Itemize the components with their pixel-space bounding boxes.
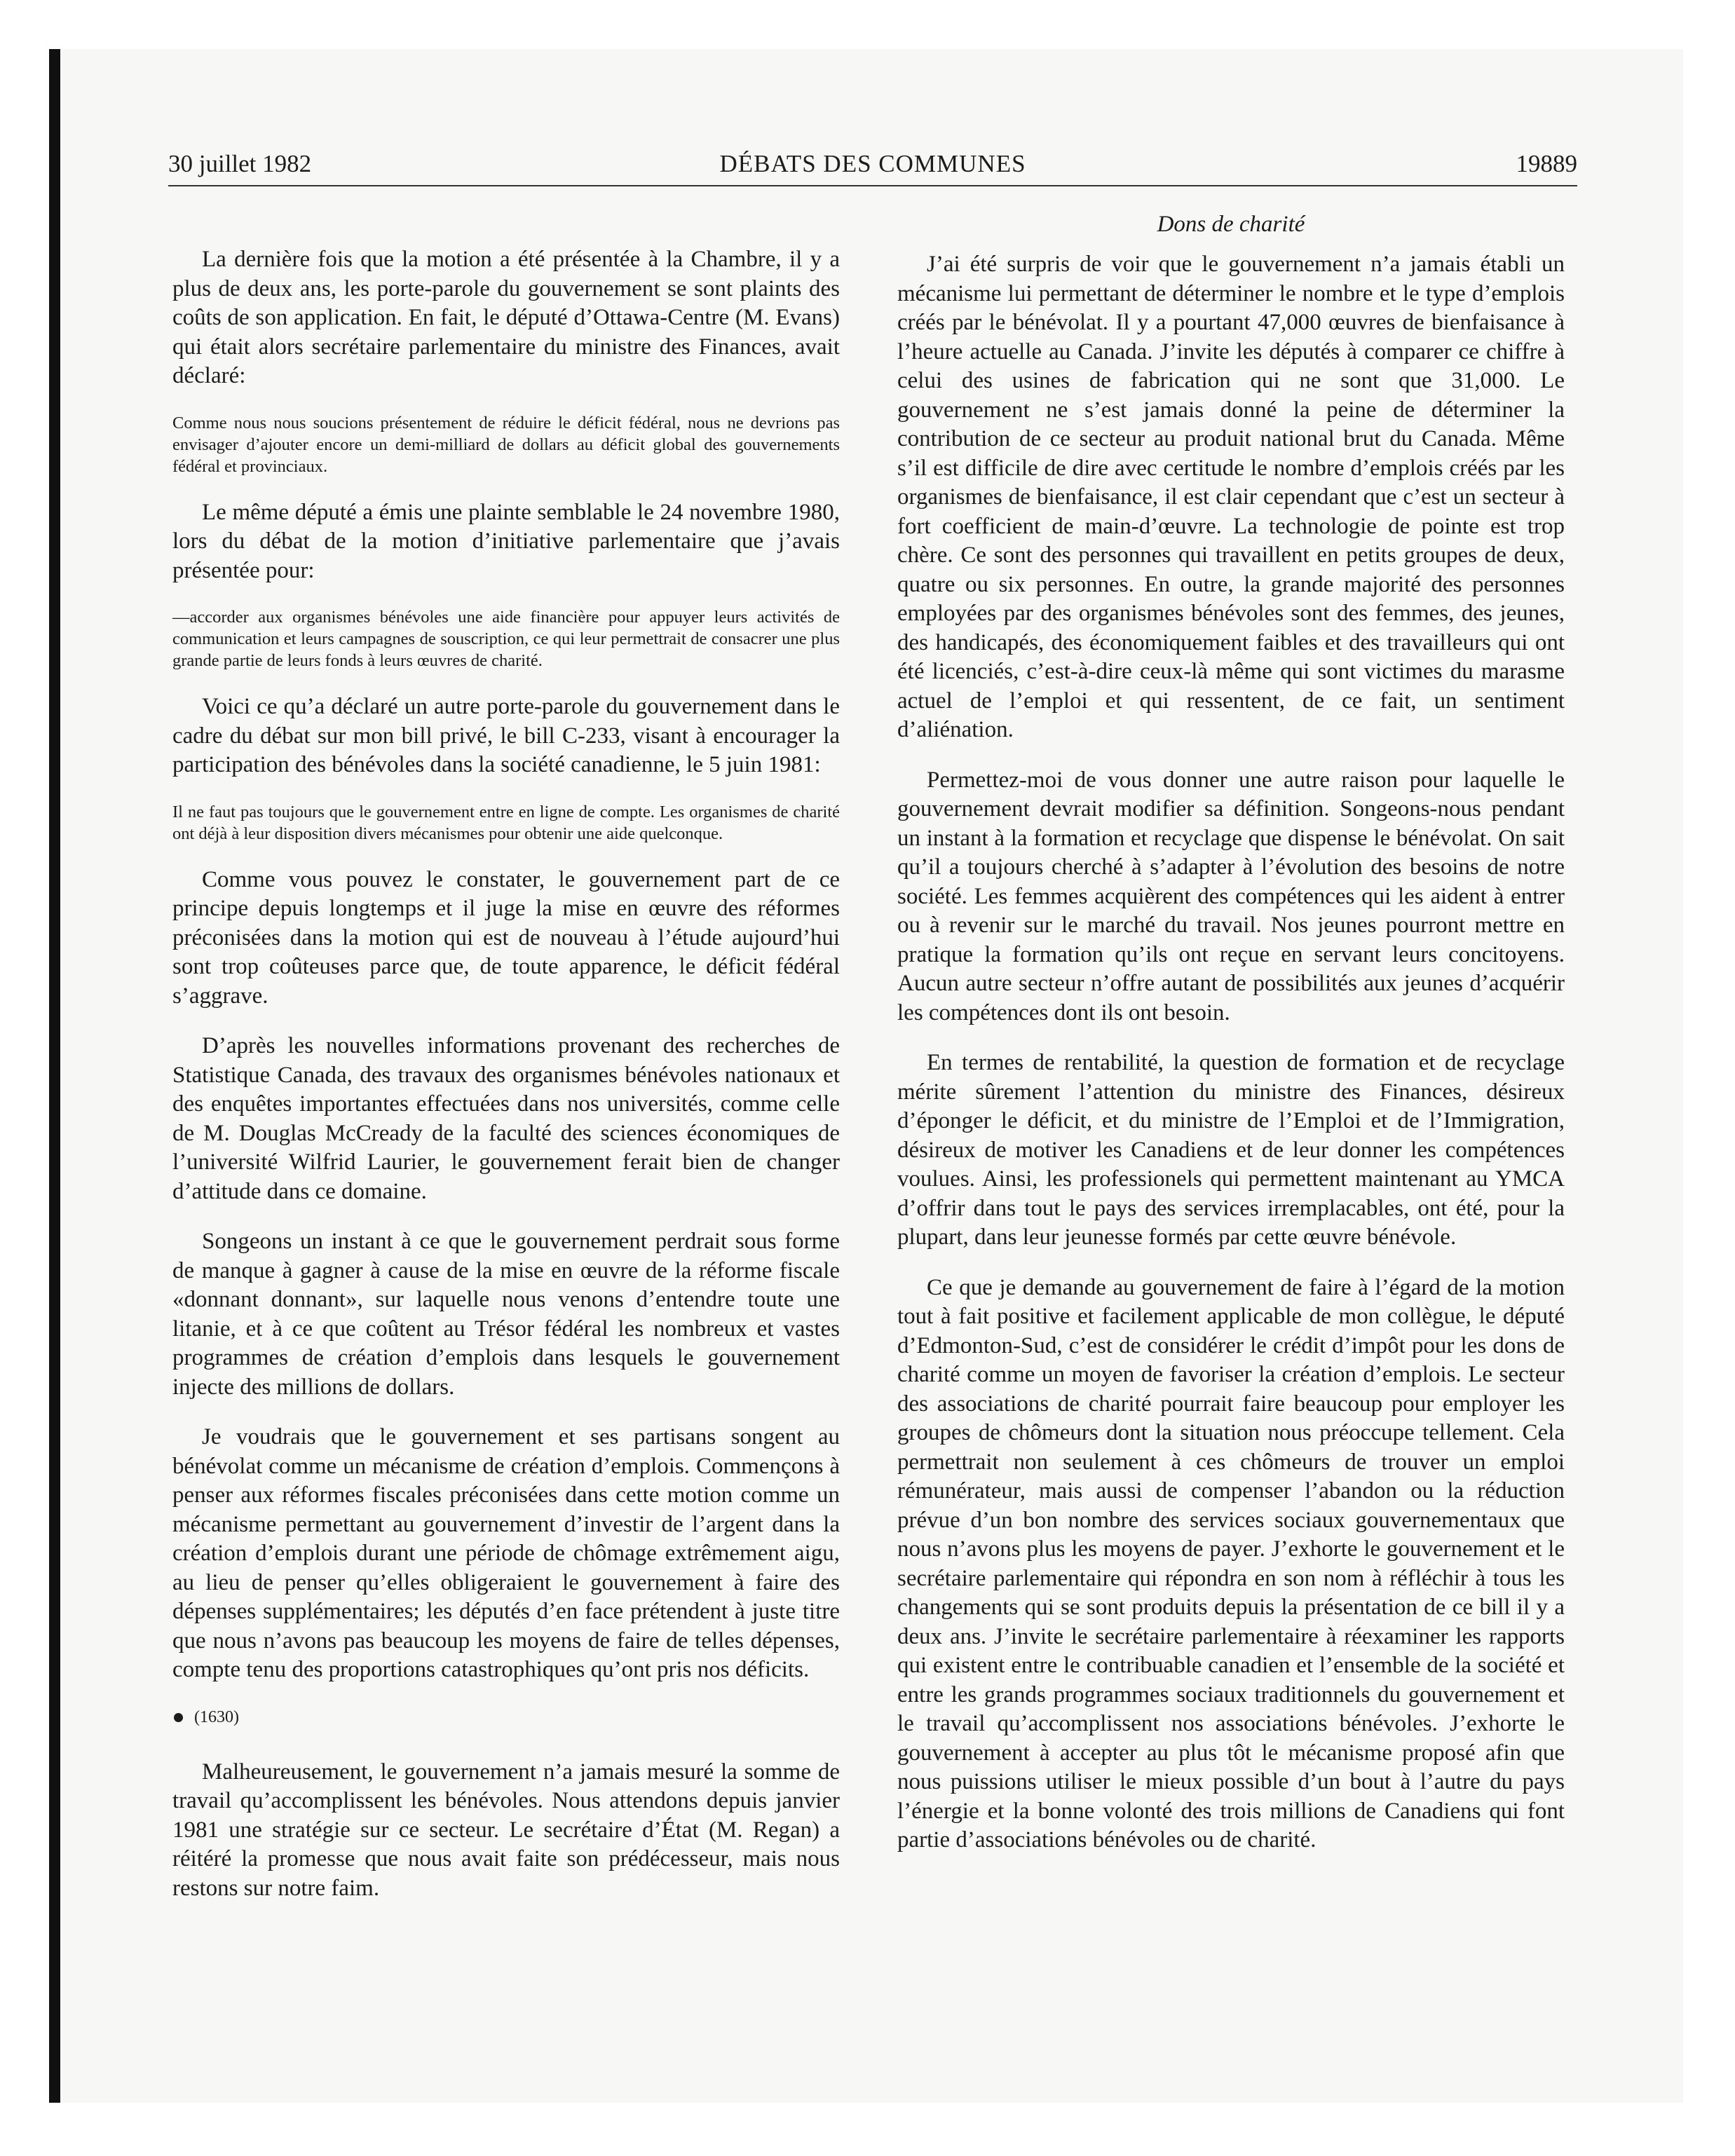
left-column xyxy=(172,245,840,1924)
paragraph: Malheureusement, le gouvernement n’a jamais mesuré la somme de travail qu’accomplissent les bénévoles. Nous attendons depuis janvier 1981 une stratégie sur ce secteur. Le secrétaire d’État (M. Regan) a réitéré la promesse que nous avait faite son prédécesseur, mais nous restons sur notre faim. xyxy=(172,1759,840,1901)
paragraph: Permettez-moi de vous donner une autre raison pour laquelle le gouvernement devrait modifier sa définition. Songeons-nous pendant un instant à la formation et recyclage que dispense le bénévolat. On sait qu’il a toujours cherché à s’adapter à l’évolution des besoins de notre société. Les femmes acquièrent des compétences qui les aident à entrer ou à revenir sur le marché du travail. Nos jeunes pourront mettre en pratique la formation qu’ils ont reçue en servant leurs concitoyens. Aucun autre secteur n’offre autant de possibilités aux jeunes d’acquérir les compétences dont ils ont besoin. xyxy=(897,767,1565,1025)
paragraph: Je voudrais que le gouvernement et ses partisans songent au bénévolat comme un mécanisme de création d’emplois. Commençons à penser aux réformes fiscales préconisées dans cette motion comme un mécanisme permettant au gouvernement d’investir de l’argent dans la création d’emplois durant une période de chômage extrêmement aigu, au lieu de penser qu’elles obligeraient le gouvernement à faire des dépenses supplémentaires; les députés d’en face prétendent à juste titre que nous n’avons pas beaucoup les moyens de faire de telles dépenses, compte tenu des proportions catastrophiques qu’ont pris nos déficits. xyxy=(172,1424,840,1682)
header-page-number: 19889 xyxy=(1516,150,1577,177)
paragraph: J’ai été surpris de voir que le gouvernement n’a jamais établi un mécanisme lui permettant de déterminer le nombre et le type d’emplois créés par le bénévolat. Il y a pourtant 47,000 œuvres de bienfaisance à l’heure actuelle au Canada. J’invite les députés à comparer ce chiffre à celui des usines de fabrication qui ne sont que 31,000. Le gouvernement ne s’est jamais donné la peine de déterminer la contribution de ce secteur au produit national brut du Canada. Même s’il est difficile de dire avec certitude le nombre d’emplois créés par les organismes de bienfaisance, il est clair cependant que c’est un secteur à fort coefficient de main-d’œuvre. La technologie de pointe est trop chère. Ce sont des personnes qui travaillent en petits groupes de deux, quatre ou six personnes. En outre, la grande majorité des personnes employées par des organismes bénévoles sont des femmes, des jeunes, des handicapés, des économiquement faibles et des travailleurs qui ont été licenciés, c’est-à-dire ceux-là même qui sont victimes du marasme actuel de l’emploi et qui ressentent, de ce fait, un sentiment d’aliénation. xyxy=(897,252,1565,742)
paragraph: Comme vous pouvez le constater, le gouvernement part de ce principe depuis longtemps et il juge la mise en œuvre des réformes préconisées dans la motion qui est de nouveau à l’étude aujourd’hui sont trop coûteuses parce que, de toute apparence, le déficit fédéral s’aggrave. xyxy=(172,866,840,1009)
header-date: 30 juillet 1982 xyxy=(168,150,312,177)
paragraph: D’après les nouvelles informations provenant des recherches de Statistique Canada, des travaux des organismes bénévoles nationaux et des enquêtes importantes effectuées dans nos universités, comme celle de M. Douglas McCready de la faculté des sciences économiques de l’université Wilfrid Laurier, le gouvernement ferait bien de changer d’attitude dans ce domaine. xyxy=(172,1033,840,1204)
bullet-icon xyxy=(174,1713,183,1722)
quotation: —accorder aux organismes bénévoles une aide financière pour appuyer leurs activités de communication et leurs campagnes de souscription, ce qui leur permettrait de consacrer une plus grande partie de leurs fonds à leurs œuvres de charité. xyxy=(172,608,840,670)
time-marker xyxy=(174,1706,840,1728)
paragraph: Le même député a émis une plainte semblable le 24 novembre 1980, lors du débat de la motion d’initiative parlementaire que j’avais présentée pour: xyxy=(172,499,840,583)
paragraph: La dernière fois que la motion a été présentée à la Chambre, il y a plus de deux ans, les porte-parole du gouvernement se sont plaints des coûts de son application. En fait, le député d’Ottawa-Centre (M. Evans) qui était alors secrétaire parlementaire du ministre des Finances, avait déclaré: xyxy=(172,247,840,388)
quotation: Comme nous nous soucions présentement de réduire le déficit fédéral, nous ne devrions pas envisager d’ajouter encore un demi-milliard de dollars au déficit global des gouvernements fédéral et provinciaux. xyxy=(172,413,840,476)
page-header xyxy=(168,149,1577,186)
paragraph: Songeons un instant à ce que le gouvernement perdrait sous forme de manque à gagner à cause de la mise en œuvre de la réforme fiscale «donnant donnant», sur laquelle nous venons d’entendre toute une litanie, et à ce que coûtent au Trésor fédéral les nombreux et vastes programmes de création d’emplois dans lesquels le gouvernement injecte des millions de dollars. xyxy=(172,1229,840,1400)
paragraph: En termes de rentabilité, la question de formation et de recyclage mérite sûrement l’attention du ministre des Finances, désireux d’éponger le déficit, et du ministre de l’Emploi et de l’Immigration, désireux de motiver les Canadiens et de leur donner les compétences voulues. Ainsi, les professionels qui permettent maintenant au YMCA d’offrir dans tout le pays des services irremplacables, ont été, pour la plupart, dans leur jeunesse formés par cette œuvre bénévole. xyxy=(897,1050,1565,1250)
paragraph: Ce que je demande au gouvernement de faire à l’égard de la motion tout à fait positive et facilement applicable de mon collègue, le député d’Edmonton-Sud, c’est de considérer le crédit d’impôt pour les dons de charité comme un moyen de favoriser la création d’emplois. Le secteur des associations de charité pourrait faire beaucoup pour employer les groupes de chômeurs dont la situation nous préoccupe tellement. Cela permettrait non seulement à ces chômeurs de trouver un emploi rémunérateur, mais aussi de compenser l’abandon ou la réduction prévue d’un bon nombre des services sociaux gouvernementaux que nous n’avons plus les moyens de payer. J’exhorte le gouvernement et le secrétaire parlementaire qui répondra en son nom à réfléchir à tous les changements qui se sont produits depuis la présentation de ce bill il y a deux ans. J’invite le secrétaire parlementaire à réexaminer les rapports qui existent entre le contribuable canadien et l’ensemble de la société et entre les grands programmes sociaux traditionnels du gouvernement et le travail qu’accomplissent nos associations bénévoles. J’exhorte le gouvernement à accepter au plus tôt le mécanisme proposé afin que nous puissions utiliser le mieux possible d’un bout à l’autre du pays l’énergie et la bonne volonté des trois millions de Canadiens qui font partie d’associations bénévoles ou de charité. xyxy=(897,1274,1565,1853)
header-title: DÉBATS DES COMMUNES xyxy=(719,150,1026,177)
time-marker-text: (1630) xyxy=(194,1707,239,1726)
right-column xyxy=(897,210,1565,1876)
paragraph: Voici ce qu’a déclaré un autre porte-parole du gouvernement dans le cadre du débat sur mon bill privé, le bill C-233, visant à encourager la participation des bénévoles dans la société canadienne, le 5 juin 1981: xyxy=(172,694,840,777)
quotation: Il ne faut pas toujours que le gouvernement entre en ligne de compte. Les organismes de charité ont déjà à leur disposition divers mécanismes pour obtenir une aide quelconque. xyxy=(172,802,840,843)
scan-edge xyxy=(49,49,60,2103)
section-subheading: Dons de charité xyxy=(1157,212,1305,237)
